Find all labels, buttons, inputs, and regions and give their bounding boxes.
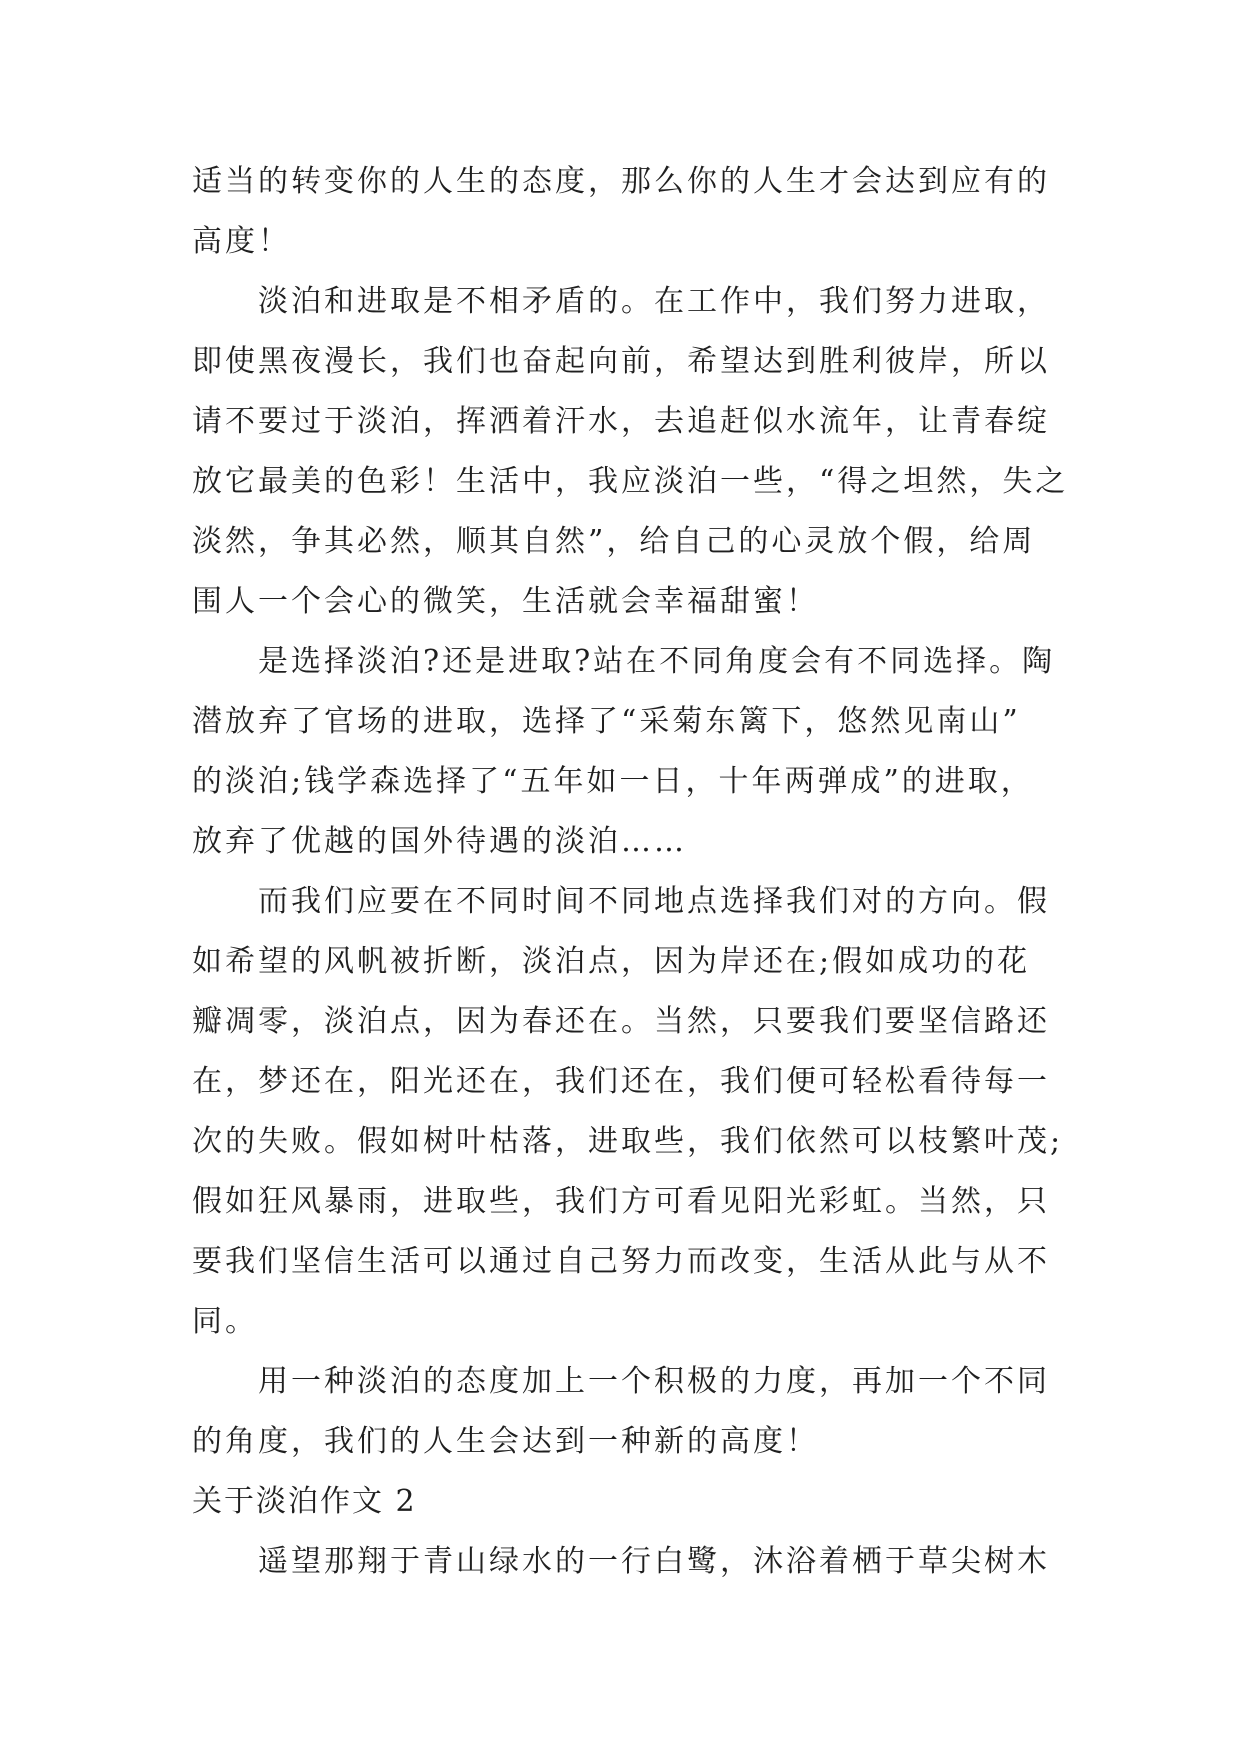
text-line-3: 淡泊和进取是不相矛盾的。在工作中，我们努力进取， xyxy=(258,284,1050,319)
text-line-24: 遥望那翔于青山绿水的一行白鹭，沐浴着栖于草尖树木 xyxy=(258,1544,1050,1579)
text-line-22: 的角度，我们的人生会达到一种新的高度！ xyxy=(192,1424,819,1459)
text-line-16: 在，梦还在，阳光还在，我们还在，我们便可轻松看待每一 xyxy=(192,1064,1050,1099)
text-line-6: 放它最美的色彩！生活中，我应淡泊一些，“得之坦然，失之 xyxy=(192,464,1069,499)
text-line-8: 围人一个会心的微笑，生活就会幸福甜蜜！ xyxy=(192,584,819,619)
text-line-10: 潜放弃了官场的进取，选择了“采菊东篱下，悠然见南山” xyxy=(192,704,1021,739)
text-line-13: 而我们应要在不同时间不同地点选择我们对的方向。假 xyxy=(258,884,1050,919)
text-line-4: 即使黑夜漫长，我们也奋起向前，希望达到胜利彼岸，所以 xyxy=(192,344,1050,379)
text-line-12: 放弃了优越的国外待遇的淡泊…… xyxy=(192,824,687,859)
text-line-5: 请不要过于淡泊，挥洒着汗水，去追赶似水流年，让青春绽 xyxy=(192,404,1050,439)
text-line-14: 如希望的风帆被折断，淡泊点，因为岸还在;假如成功的花 xyxy=(192,944,1031,979)
text-line-7: 淡然，争其必然，顺其自然”，给自己的心灵放个假，给周 xyxy=(192,524,1036,559)
text-line-1: 适当的转变你的人生的态度，那么你的人生才会达到应有的 xyxy=(192,164,1050,199)
text-line-2: 高度！ xyxy=(192,224,291,259)
text-line-15: 瓣凋零，淡泊点，因为春还在。当然，只要我们要坚信路还 xyxy=(192,1004,1050,1039)
text-line-18: 假如狂风暴雨，进取些，我们方可看见阳光彩虹。当然，只 xyxy=(192,1184,1050,1219)
text-line-21: 用一种淡泊的态度加上一个积极的力度，再加一个不同 xyxy=(258,1364,1050,1399)
text-line-19: 要我们坚信生活可以通过自己努力而改变，生活从此与从不 xyxy=(192,1244,1050,1279)
text-line-9: 是选择淡泊?还是进取?站在不同角度会有不同选择。陶 xyxy=(258,644,1056,679)
document-body xyxy=(192,152,1072,1592)
text-line-17: 次的失败。假如树叶枯落，进取些，我们依然可以枝繁叶茂; xyxy=(192,1124,1064,1159)
section-heading: 关于淡泊作文 2 xyxy=(192,1484,417,1519)
text-line-11: 的淡泊;钱学森选择了“五年如一日，十年两弹成”的进取， xyxy=(192,764,1034,799)
text-line-20: 同。 xyxy=(192,1304,258,1339)
